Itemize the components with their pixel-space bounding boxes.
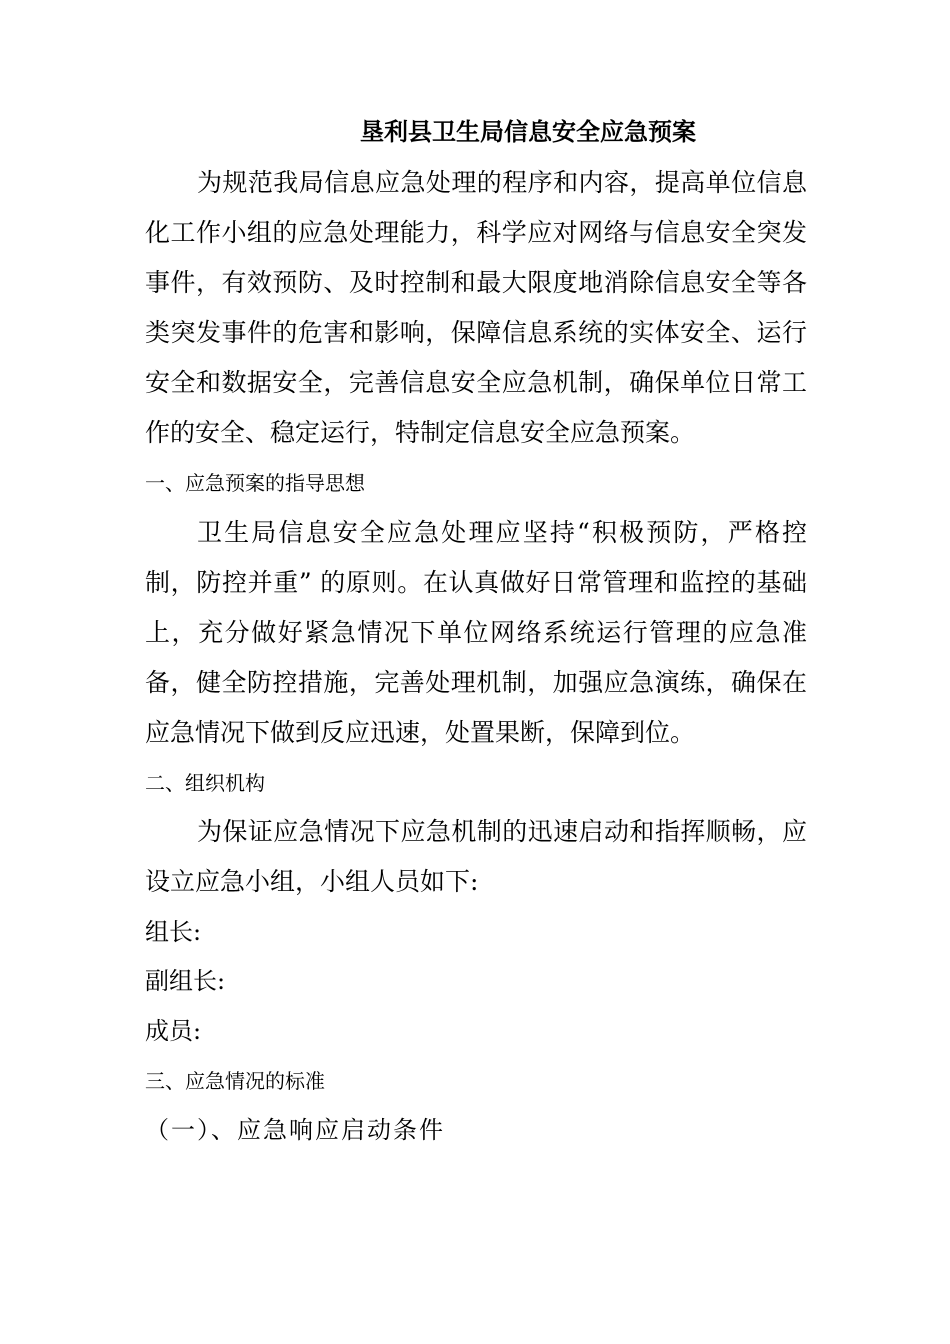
section-heading-organization: 二、组织机构 (145, 771, 265, 795)
deputy-leader-line: 副组长: (145, 967, 226, 995)
intro-paragraph (145, 158, 807, 458)
group-leader-line: 组长: (145, 918, 202, 946)
guiding-ideology-text: 卫生局信息安全应急处理应坚持“积极预防，严格控制，防控并重” 的原则。在认真做好日常管理和监控的基础上，充分做好紧急情况下单位网络系统运行管理的应急准备，健全防控措施，完善处理机制，加强应急演练，确保在应急情况下做到反应迅速，处置果断，保障到位。 (145, 518, 807, 747)
document-title: 垦利县卫生局信息安全应急预案 (360, 118, 696, 146)
subsection-heading-response-conditions: （一）、应急响应启动条件 (145, 1116, 445, 1144)
guiding-ideology-paragraph (145, 508, 807, 758)
section-heading-guiding-ideology: 一、应急预案的指导思想 (145, 471, 365, 495)
members-line: 成员: (145, 1017, 202, 1045)
organization-paragraph (145, 807, 807, 907)
section-heading-emergency-standards: 三、应急情况的标准 (145, 1069, 325, 1093)
organization-text: 为保证应急情况下应急机制的迅速启动和指挥顺畅，应设立应急小组，小组人员如下: (145, 817, 807, 896)
intro-text: 为规范我局信息应急处理的程序和内容，提高单位信息化工作小组的应急处理能力，科学应对网络与信息安全突发事件，有效预防、及时控制和最大限度地消除信息安全等各类突发事件的危害和影响，保障信息系统的实体安全、运行安全和数据安全，完善信息安全应急机制，确保单位日常工作的安全、稳定运行，特制定信息安全应急预案。 (145, 168, 807, 447)
